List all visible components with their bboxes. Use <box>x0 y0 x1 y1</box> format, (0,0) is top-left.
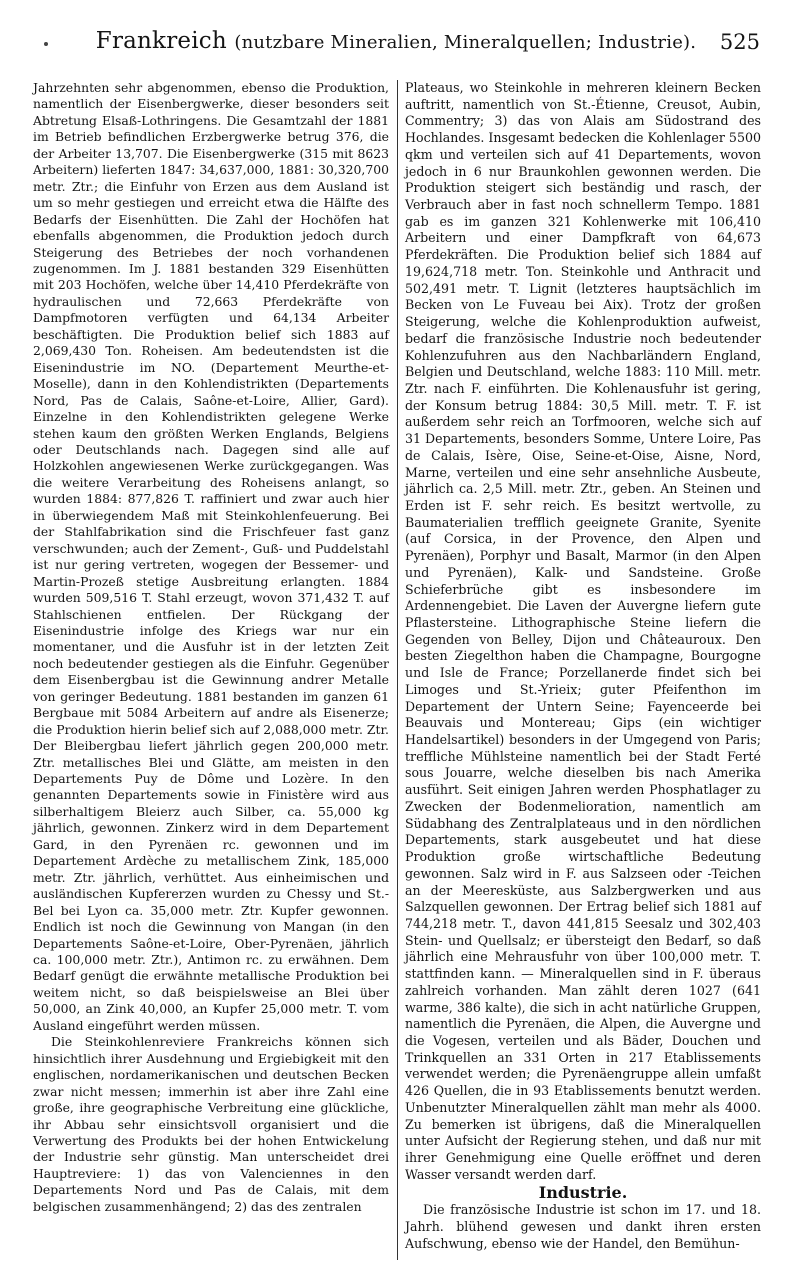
left-column <box>33 80 389 1215</box>
right-paragraph-2: Die französische Industrie ist schon im 17. und 18. Jahrh. blühend gewesen und dankt ihren ersten Aufschwung, ebenso wie der Handel, den Bemühun- <box>405 1202 761 1251</box>
left-paragraph-1: Jahrzehnten sehr abgenommen, ebenso die Produktion, namentlich der Eisenbergwerke, dieser besonders seit Abtretung Elsaß-Lothringens. Die Gesamtzahl der 1881 im Betrieb befindlichen Erzbergwerke betrug 376, die der Arbeiter 13,707. Die Eisenbergwerke (315 mit 8623 Arbeitern) lieferten 1847: 34,637,000, 1881: 30,320,700 metr. Ztr.; die Einfuhr von Erzen aus dem Ausland ist um so mehr gestiegen und erreicht etwa die Hälfte des Bedarfs der Eisenhütten. Die Zahl der Hochöfen hat ebenfalls abgenommen, die Produktion jedoch durch Steigerung des Betriebes der noch vorhandenen zugenommen. Im J. 1881 bestanden 329 Eisenhütten mit 203 Hochöfen, welche über 14,410 Pferdekräfte von hydraulischen und 72,663 Pferdekräfte von Dampfmotoren verfügten und 64,134 Arbeiter beschäftigten. Die Produktion belief sich 1883 auf 2,069,430 Ton. Roheisen. Am bedeutendsten ist die Eisenindustrie im NO. (Departement Meurthe-et-Moselle), dann in den Kohlendistrikten (Departements Nord, Pas de Calais, Saône-et-Loire, Allier, Gard). Einzelne in den Kohlendistrikten gelegene Werke stehen kaum den größten Werken Englands, Belgiens oder Deutschlands nach. Dagegen sind alle auf Holzkohlen angewiesenen Werke zurückgegangen. Was die weitere Verarbeitung des Roheisens anlangt, so wurden 1884: 877,826 T. raffiniert und zwar auch hier in überwiegendem Maß mit Steinkohlenfeuerung. Bei der Stahlfabrikation sind die Frischfeuer fast ganz verschwunden; auch der Zement-, Guß- und Puddelstahl ist nur gering vertreten, wogegen der Bessemer- und Martin-Prozeß stetige Ausbreitung erlangten. 1884 wurden 509,516 T. Stahl erzeugt, wovon 371,432 T. auf Stahlschienen entfielen. Der Rückgang der Eisenindustrie infolge des Kriegs war nur ein momentaner, und die Ausfuhr ist in der letzten Zeit noch bedeutender gestiegen als die Einfuhr. Gegenüber dem Eisenbergbau ist die Gewinnung andrer Metalle von geringer Bedeutung. 1881 bestanden im ganzen 61 Bergbaue mit 5084 Arbeitern auf andre als Eisenerze; die Produktion hierin belief sich auf 2,088,000 metr. Ztr. Der Bleibergbau liefert jährlich gegen 200,000 metr. Ztr. metallisches Blei und Glätte, am meisten in den Departements Puy de Dôme und Lozère. In den genannten Departements sowie in Finistère wird aus silberhaltigem Bleierz auch Silber, ca. 55,000 kg jährlich, gewonnen. Zinkerz wird in dem Departement Gard, in den Pyrenäen rc. gewonnen und im Departement Ardèche zu metallischem Zink, 185,000 metr. Ztr. jährlich, verhüttet. Aus einheimischen und ausländischen Kupfererzen wurden zu Chessy und St.-Bel bei Lyon ca. 35,000 metr. Ztr. Kupfer gewonnen. Endlich ist noch die Gewinnung von Mangan (in den Departements Saône-et-Loire, Ober-Pyrenäen, jährlich ca. 100,000 metr. Ztr.), Antimon rc. zu erwähnen. Dem Bedarf genügt die erwähnte metallische Produktion bei weitem nicht, so daß beispielsweise an Blei über 50,000, an Zink 40,000, an Kupfer 25,000 metr. T. vom Ausland eingeführt werden müssen. <box>33 80 389 1033</box>
page-title-line <box>32 28 760 54</box>
page-header <box>32 28 760 68</box>
page-title: Frankreich <box>95 28 227 54</box>
left-paragraph-2: Die Steinkohlenreviere Frankreichs können sich hinsichtlich ihrer Ausdehnung und Ergiebigkeit mit den englischen, nordamerikanischen und deutschen Becken zwar nicht messen; immerhin ist aber ihre Zahl eine große, ihre geographische Verbreitung eine glückliche, ihr Abbau sehr einsichtsvoll organisiert und die Verwertung des Produkts bei der hohen Entwickelung der Industrie sehr günstig. Man unterscheidet drei Hauptreviere: 1) das von Valenciennes in den Departements Nord und Pas de Calais, mit dem belgischen zusammenhängend; 2) das des zentralen <box>33 1034 389 1214</box>
page-subtitle: (nutzbare Mineralien, Mineralquellen; Industrie). <box>234 32 697 53</box>
page-number: 525 <box>719 30 760 54</box>
section-heading: Industrie. <box>538 1183 628 1203</box>
column-divider <box>397 80 398 1260</box>
right-column <box>405 80 761 1252</box>
right-paragraph-1: Plateaus, wo Steinkohle in mehreren kleinern Becken auftritt, namentlich von St.-Étienne, Creusot, Aubin, Commentry; 3) das von Alais am Südostrand des Hochlandes. Insgesamt bedecken die Kohlenlager 5500 qkm und verteilen sich auf 41 Departements, wovon jedoch in 6 nur Braunkohlen gewonnen werden. Die Produktion steigert sich beständig und rasch, der Verbrauch aber in fast noch schnellerm Tempo. 1881 gab es im ganzen 321 Kohlenwerke mit 106,410 Arbeitern und einer Dampfkraft von 64,673 Pferdekräften. Die Produktion belief sich 1884 auf 19,624,718 metr. Ton. Steinkohle und Anthracit und 502,491 metr. T. Lignit (letzteres hauptsächlich im Becken von Le Fuveau bei Aix). Trotz der großen Steigerung, welche die Kohlenproduktion aufweist, bedarf die französische Industrie noch bedeutender Kohlenzufuhren aus den Nachbarländern England, Belgien und Deutschland, welche 1883: 110 Mill. metr. Ztr. nach F. einführten. Die Kohlenausfuhr ist gering, der Konsum betrug 1884: 30,5 Mill. metr. T. F. ist außerdem sehr reich an Torfmooren, welche sich auf 31 Departements, besonders Somme, Untere Loire, Pas de Calais, Isère, Oise, Seine-et-Oise, Aisne, Nord, Marne, verteilen und eine sehr ansehnliche Ausbeute, jährlich ca. 2,5 Mill. metr. Ztr., geben. An Steinen und Erden ist F. sehr reich. Es besitzt wertvolle, zu Baumaterialien trefflich geeignete Granite, Syenite (auf Corsica, in der Provence, den Alpen und Pyrenäen), Porphyr und Basalt, Marmor (in den Alpen und Pyrenäen), Kalk- und Sandsteine. Große Schieferbrüche gibt es insbesondere im Ardennengebiet. Die Laven der Auvergne liefern gute Pflastersteine. Lithographische Steine liefern die Gegenden von Belley, Dijon und Châteauroux. Den besten Ziegelthon haben die Champagne, Bourgogne und Isle de France; Porzellanerde findet sich bei Limoges und St.-Yrieix; guter Pfeifenthon im Departement der Untern Seine; Fayenceerde bei Beauvais und Montereau; Gips (ein wichtiger Handelsartikel) besonders in der Umgegend von Paris; treffliche Mühlsteine namentlich bei der Stadt Ferté sous Jouarre, welche dieselben bis nach Amerika ausführt. Seit einigen Jahren werden Phosphatlager zu Zwecken der Bodenmelioration, namentlich am Südabhang des Zentralplateaus und in den nördlichen Departements, stark ausgebeutet und hat diese Produktion große wirtschaftliche Bedeutung gewonnen. Salz wird in F. aus Salzseen oder -Teichen an der Meeresküste, aus Salzbergwerken und aus Salzquellen gewonnen. Der Ertrag belief sich 1881 auf 744,218 metr. T., davon 441,815 Seesalz und 302,403 Stein- und Quellsalz; er übersteigt den Bedarf, so daß jährlich eine Mehrausfuhr von über 100,000 metr. T. stattfinden kann. — Mineralquellen sind in F. überaus zahlreich vorhanden. Man zählt deren 1027 (641 warme, 386 kalte), die sich in acht natürliche Gruppen, namentlich die Pyrenäen, die Alpen, die Auvergne und die Vogesen, verteilen und als Bäder, Douchen und Trinkquellen an 331 Orten in 217 Etablissements verwendet werden; die Pyrenäengruppe allein umfaßt 426 Quellen, die in 93 Etablissements benutzt werden. Unbenutzter Mineralquellen zählt man mehr als 4000. Zu bemerken ist übrigens, daß die Mineralquellen unter Aufsicht der Regierung stehen, und daß nur mit ihrer Genehmigung eine Quelle eröffnet und deren Wasser versandt werden darf. <box>405 80 761 1182</box>
